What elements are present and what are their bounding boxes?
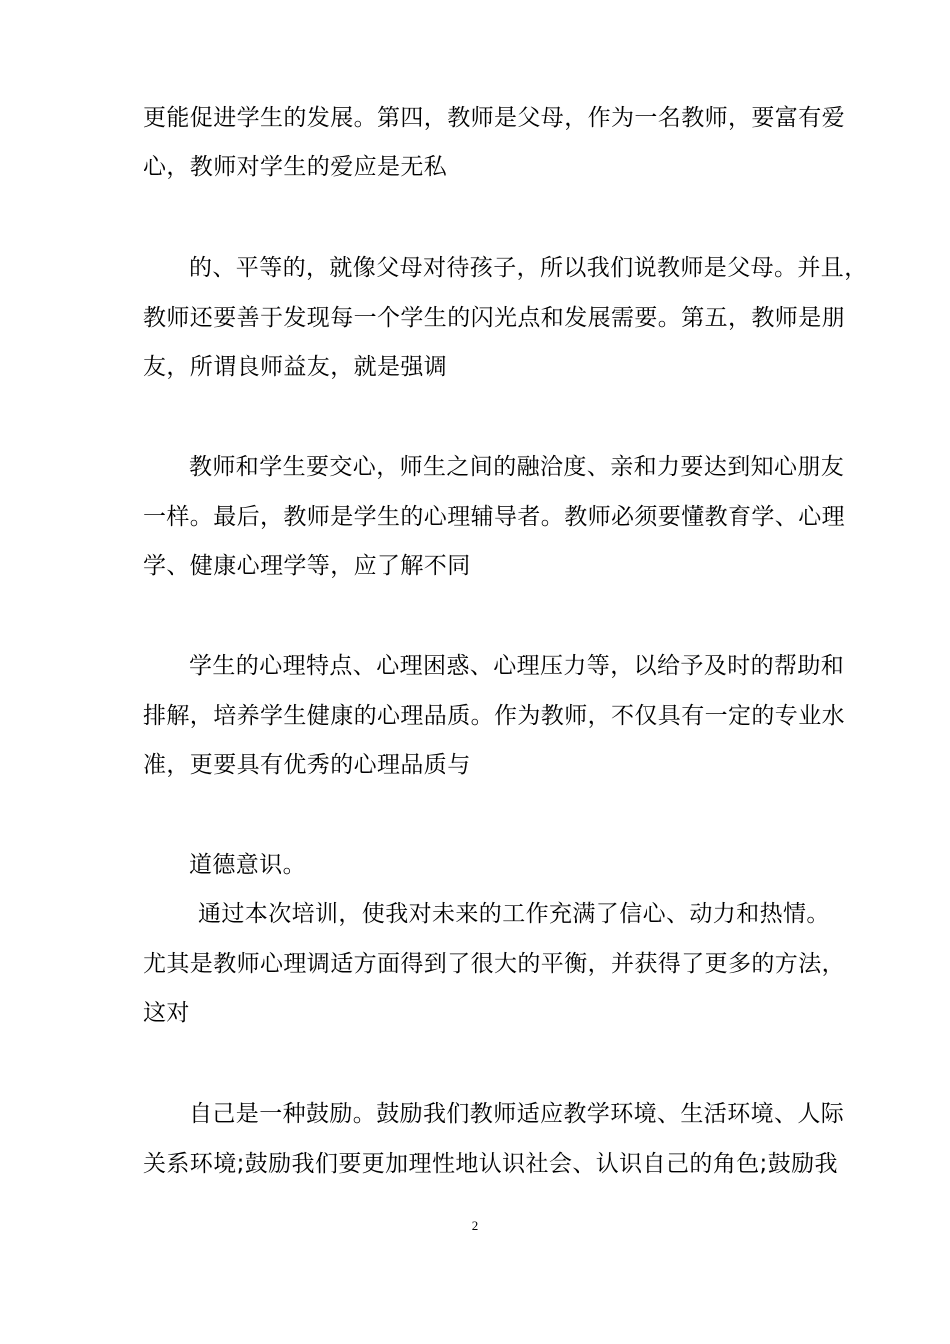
text-line: 教师和学生要交心，师生之间的融洽度、亲和力要达到知心朋友 xyxy=(189,454,845,480)
text-line: 排解，培养学生健康的心理品质。作为教师，不仅具有一定的专业水 xyxy=(143,703,845,729)
text-line: 更能促进学生的发展。第四，教师是父母，作为一名教师，要富有爱 xyxy=(143,105,845,131)
text-line: 学、健康心理学等，应了解不同 xyxy=(143,553,471,579)
text-line: 尤其是教师心理调适方面得到了很大的平衡，并获得了更多的方法， xyxy=(143,951,845,977)
text-line: 学生的心理特点、心理困惑、心理压力等，以给予及时的帮助和 xyxy=(189,653,845,679)
text-line: 通过本次培训，使我对未来的工作充满了信心、动力和热情。 xyxy=(198,901,830,927)
text-line: 一样。最后，教师是学生的心理辅导者。教师必须要懂教育学、心理 xyxy=(143,504,845,530)
text-line: 心，教师对学生的爱应是无私 xyxy=(143,154,448,180)
text-line: 准，更要具有优秀的心理品质与 xyxy=(143,752,471,778)
text-line: 友，所谓良师益友，就是强调 xyxy=(143,354,448,380)
page-number: 2 xyxy=(471,1218,479,1233)
text-line: 这对 xyxy=(143,1000,190,1026)
text-line: 自己是一种鼓励。鼓励我们教师适应教学环境、生活环境、人际 xyxy=(189,1101,845,1127)
text-line: 道德意识。 xyxy=(189,852,306,878)
text-line: 的、平等的，就像父母对待孩子，所以我们说教师是父母。并且， xyxy=(189,255,868,281)
text-line: 教师还要善于发现每一个学生的闪光点和发展需要。第五，教师是朋 xyxy=(143,305,845,331)
text-line: 关系环境;鼓励我们要更加理性地认识社会、认识自己的角色;鼓励我 xyxy=(143,1151,838,1177)
